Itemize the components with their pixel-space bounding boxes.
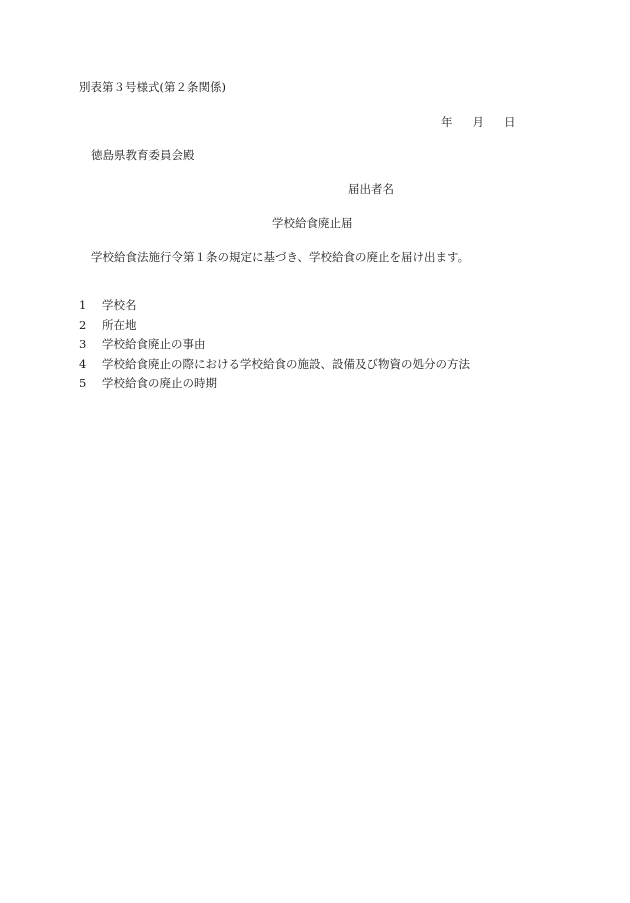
list-item xyxy=(79,298,470,318)
date-day: 日 xyxy=(504,115,516,129)
item-list xyxy=(79,298,470,396)
item-number: 5 xyxy=(79,376,87,390)
item-text: 学校給食廃止の際における学校給食の施設、設備及び物資の処分の方法 xyxy=(102,356,470,371)
addressee: 徳島県教育委員会殿 xyxy=(91,148,195,162)
item-text: 学校名 xyxy=(102,298,137,312)
date-year: 年 xyxy=(441,115,453,129)
list-item xyxy=(79,376,470,396)
item-number: 4 xyxy=(79,356,87,371)
list-item xyxy=(79,337,470,357)
item-text: 所在地 xyxy=(102,317,137,332)
submitter-label: 届出者名 xyxy=(348,182,394,196)
item-text: 学校給食廃止の事由 xyxy=(102,337,206,351)
item-number: 3 xyxy=(79,337,87,351)
item-number: 2 xyxy=(79,317,87,332)
date-month: 月 xyxy=(472,115,484,129)
body-text: 学校給食法施行令第１条の規定に基づき、学校給食の廃止を届け出ます。 xyxy=(91,250,470,264)
document-title: 学校給食廃止届 xyxy=(272,216,353,230)
list-item xyxy=(79,357,470,377)
list-item xyxy=(79,318,470,338)
date-line xyxy=(441,115,516,129)
form-label: 別表第３号様式(第２条関係) xyxy=(79,80,226,94)
item-number: 1 xyxy=(79,298,87,312)
item-text: 学校給食の廃止の時期 xyxy=(102,376,217,390)
